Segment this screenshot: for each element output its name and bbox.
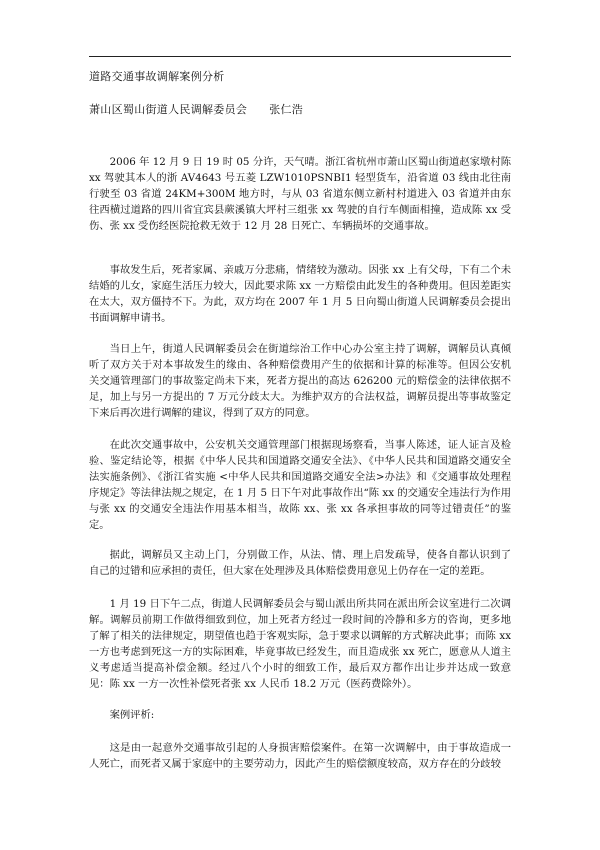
paragraph-second-mediation: 1 月 19 日下午二点，街道人民调解委员会与蜀山派出所共同在派出所会议室进行二次调解。调解员前期工作做得细致到位，加上死者方经过一段时间的冷静和多方的咨询，更多地了解了相关的法律规定，期望值也趋于客观实际，急于要求以调解的方式解决此事；而陈 xx 一方也考虑到死这一方的实际困难，毕竟事故已经发生，而且造成张 xx 死亡，愿意从人道主义考虑适当提高补偿金额。经过八个小时的细致工作，最后双方都作出让步并达成一致意见：陈 xx 一方一次性补偿死者张 xx 人民币 18.2 万元（医药费除外）。 xyxy=(89,598,511,690)
paragraph-first-mediation: 当日上午，街道人民调解委员会在街道综治工作中心办公室主持了调解，调解员认真倾听了双方关于对本事故发生的缘由、各种赔偿费用产生的依据和计算的标准等。但因公安机关交通管理部门的事故鉴定尚未下来，死者方提出的高达 626200 元的赔偿金的法律依据不足，加上与另一方提出的 7 万元分歧太大。为维护双方的合法权益，调解员提出等事故鉴定下来后再次进行调解的建议，得到了双方的同意。 xyxy=(89,343,511,419)
author-line xyxy=(89,103,303,117)
paragraph-family-request: 事故发生后，死者家属、亲戚万分悲痛，情绪较为激动。因张 xx 上有父母，下有二个未结婚的儿女，家庭生活压力较大，因此要求陈 xx 一方赔偿由此发生的各种费用。但因差距实在太大，双方僵持不下。为此，双方均在 2007 年 1 月 5 日向蜀山街道人民调解委员会提出书面调解申请书。 xyxy=(89,264,511,324)
paragraph-accident-facts: 2006 年 12 月 9 日 19 时 05 分许，天气晴。浙江省杭州市萧山区蜀山街道赵家墩村陈 xx 驾驶其本人的浙 AV4643 号五菱 LZW1010PSNBI1 轻型货车，沿省道 03 线由北往南行驶至 03 省道 24KM+300M 地方时，与从 03 省道东侧立新村村道进入 03 省道并由东往西横过道路的四川省宜宾县蕨溪镇大坪村三组张 xx 驾驶的自行车侧面相撞，造成陈 xx 受伤、张 xx 受伤经医院抢救无效于 12 月 28 日死亡、车辆损坏的交通事故。 xyxy=(89,156,511,232)
header-rule xyxy=(89,56,511,57)
author-name: 张仁浩 xyxy=(269,103,304,116)
author-organization: 萧山区蜀山街道人民调解委员会 xyxy=(89,103,248,116)
review-heading: 案例评析: xyxy=(109,709,155,721)
paragraph-follow-up: 据此，调解员又主动上门，分别做工作，从法、情、理上启发疏导，使各自都认识到了自己的过错和应承担的责任，但大家在处理涉及具体赔偿费用意见上仍存在一定的差距。 xyxy=(89,549,511,577)
paragraph-police-determination: 在此次交通事故中，公安机关交通管理部门根据现场察看，当事人陈述，证人证言及检验、鉴定结论等，根据《中华人民共和国道路交通安全法》、《中华人民共和国道路交通安全法实施条例》、《浙江省实施 <中华人民共和国道路交通安全法>办法》和《交通事故处理程序规定》等法律法规之规定，在 1 月 5 日下午对此事故作出“陈 xx 的交通安全违法行为作用与张 xx 的交通安全违法作用基本相当，故陈 xx、张 xx 各承担事故的同等过错责任”的鉴定。 xyxy=(89,439,511,531)
paragraph-case-review: 这是由一起意外交通事故引起的人身损害赔偿案件。在第一次调解中，由于事故造成一人死亡，而死者又属于家庭中的主要劳动力，因此产生的赔偿额度较高，双方存在的分歧较 xyxy=(89,742,511,770)
document-title: 道路交通事故调解案例分析 xyxy=(89,70,225,83)
